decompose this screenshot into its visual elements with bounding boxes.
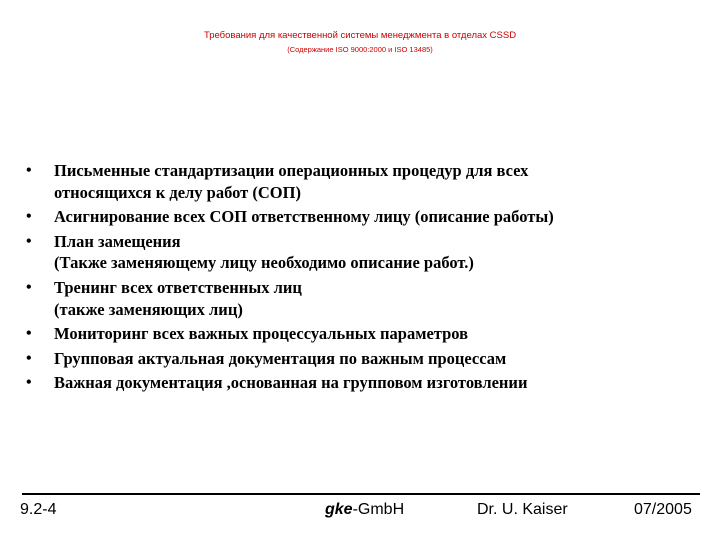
bullet-list (26, 160, 686, 397)
bullet-dot-icon: • (26, 349, 32, 367)
bullet-text-line: Групповая актуальная документация по важным процессам (54, 348, 507, 368)
bullet-text-line: относящихся к делу работ (СОП) (54, 182, 301, 202)
header-title: Требования для качественной системы менеджмента в отделах CSSD (203, 30, 517, 41)
bullet-dot-icon: • (26, 208, 32, 226)
bullet-text-line: Асигнирование всех СОП ответственному лицу (описание работы) (54, 207, 554, 227)
company-brand: gke (325, 501, 353, 518)
bullet-item (26, 277, 686, 320)
bullet-item (26, 231, 686, 274)
bullet-text-line: Важная документация ,основанная на групповом изготовлении (54, 373, 528, 393)
bullet-text-line: План замещения (54, 231, 181, 251)
bullet-item (26, 348, 686, 370)
bullet-dot-icon: • (26, 162, 32, 179)
bullet-item (26, 372, 686, 394)
bullet-dot-icon: • (26, 374, 32, 392)
header-subtitle: (Содержание ISO 9000:2000 и ISO 13485) (287, 45, 433, 54)
bullet-text-line: (также заменяющих лиц) (54, 299, 243, 319)
footer-company (325, 500, 404, 520)
footer-author: Dr. U. Kaiser (477, 501, 568, 518)
bullet-text-line: (Также заменяющему лицу необходимо описание работ.) (54, 253, 474, 273)
bullet-dot-icon: • (26, 278, 32, 296)
bullet-text-line: Мониторинг всех важных процессуальных параметров (54, 324, 469, 344)
slide-header (0, 30, 720, 55)
footer-divider (22, 493, 700, 495)
bullet-text-line: Тренинг всех ответственных лиц (54, 277, 302, 297)
bullet-dot-icon: • (26, 325, 32, 343)
bullet-text-line: Письменные стандартизации операционных процедур для всех (54, 161, 529, 180)
bullet-dot-icon: • (26, 232, 32, 250)
bullet-item (26, 160, 686, 203)
company-suffix: -GmbH (352, 501, 405, 518)
footer-date: 07/2005 (634, 501, 692, 518)
bullet-item (26, 206, 686, 228)
bullet-item (26, 323, 686, 345)
footer-page-number: 9.2-4 (20, 501, 57, 518)
